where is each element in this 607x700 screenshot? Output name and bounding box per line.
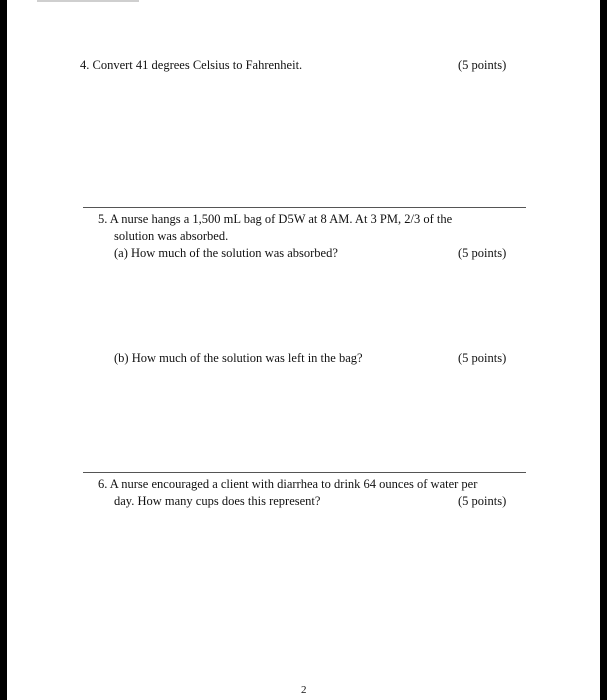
question-5-line-2: solution was absorbed.: [114, 229, 229, 243]
question-5b-text: (b) How much of the solution was left in the bag?: [114, 351, 363, 365]
question-5a-text: (a) How much of the solution was absorbed?: [114, 246, 338, 260]
page-number: 2: [301, 684, 307, 696]
question-6-line-2: day. How many cups does this represent?: [114, 494, 321, 508]
question-6-line-1: 6. A nurse encouraged a client with diarrhea to drink 64 ounces of water per: [98, 477, 478, 491]
question-4-points: (5 points): [458, 58, 507, 72]
question-5b-points: (5 points): [458, 351, 507, 365]
divider-q6: [83, 472, 526, 473]
document-page: [7, 0, 600, 700]
question-5-line-1: 5. A nurse hangs a 1,500 mL bag of D5W at 8 AM. At 3 PM, 2/3 of the: [98, 212, 453, 226]
question-6-points: (5 points): [458, 494, 507, 508]
divider-q5: [83, 207, 526, 208]
question-4-text: 4. Convert 41 degrees Celsius to Fahrenheit.: [80, 58, 303, 72]
question-5a-points: (5 points): [458, 246, 507, 260]
page-top-tab: [37, 0, 139, 2]
